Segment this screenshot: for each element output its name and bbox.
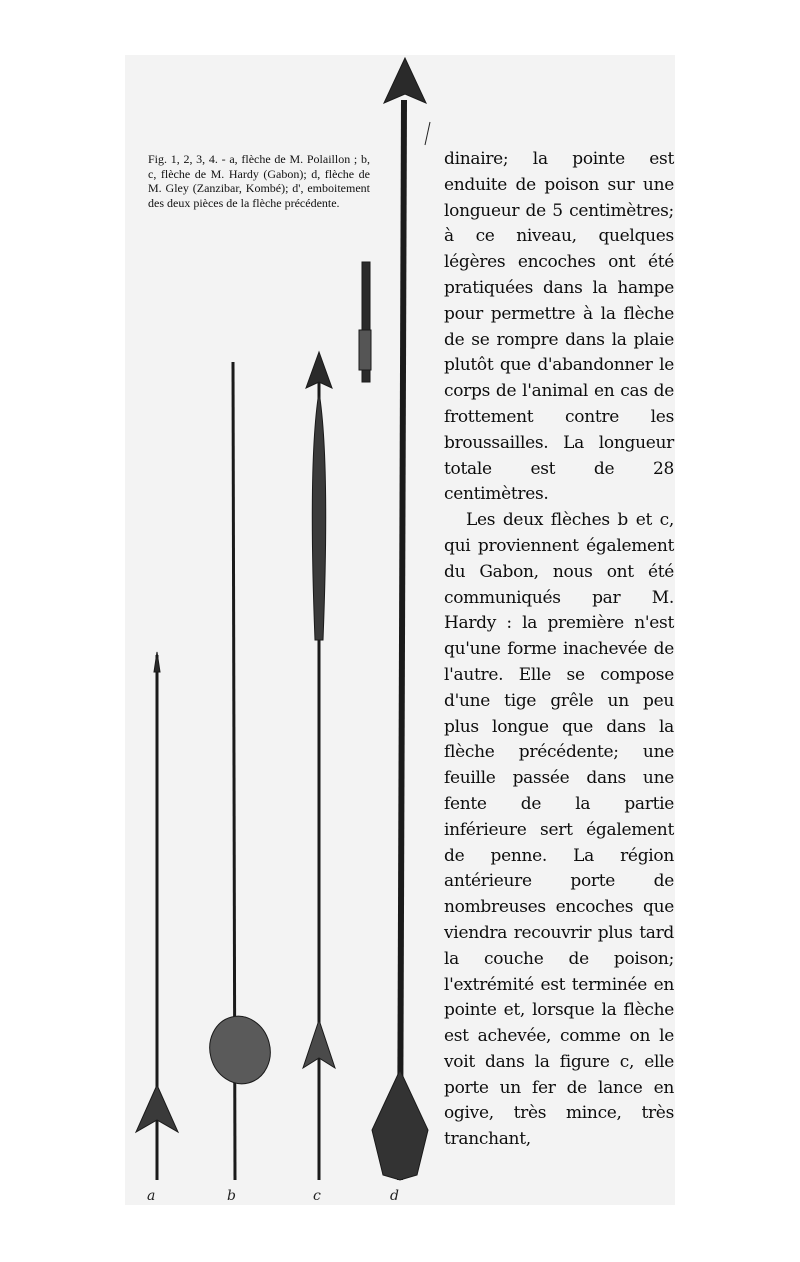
figure-label-b: b — [227, 1188, 236, 1204]
arrow-d-prime-detail — [359, 262, 371, 382]
figure-label-c: c — [313, 1188, 321, 1204]
figure-label-a: a — [147, 1188, 156, 1204]
body-paragraph-1: dinaire; la pointe est enduite de poison sur une longueur de 5 centimètres; à ce niveau, quelques légères encoches ont été pratiquées dans la hampe pour permettre à la flèche de se rompre dans la plaie plutôt que d'abandonner le corps de l'animal en cas de frottement contre les broussailles. La longueur totale est de 28 centimètres. — [444, 149, 674, 505]
arrow-c-illustration — [303, 352, 335, 1180]
arrow-a-illustration — [136, 652, 178, 1180]
body-paragraph-2: Les deux flèches b et c, qui proviennent également du Gabon, nous ont été communiqués par M. Hardy : la première n'est qu'une forme inachevée de l'autre. Elle se compose d'une tige grêle un peu plus longue que dans la flèche précédente; une feuille passée dans une fente de la partie inférieure sert également de penne. La région antérieure porte de nombreuses encoches que viendra recouvrir plus tard la couche de poison; l'extrémité est terminée en pointe et, lorsque la flèche est achevée, comme on le voit dans la figure c, elle porte un fer de lance en ogive, très mince, très tranchant, — [444, 510, 674, 1150]
figure-label-d: d — [390, 1188, 399, 1204]
arrow-d-illustration — [372, 58, 428, 1180]
figure-caption: Fig. 1, 2, 3, 4. - a, flèche de M. Polaillon ; b, c, flèche de M. Hardy (Gabon); d, flèche de M. Gley (Zanzibar, Kombé); d', emboitement des deux pièces de la flèche précédente. — [148, 152, 370, 210]
article-body — [444, 147, 674, 1153]
arrow-b-illustration — [202, 362, 278, 1180]
